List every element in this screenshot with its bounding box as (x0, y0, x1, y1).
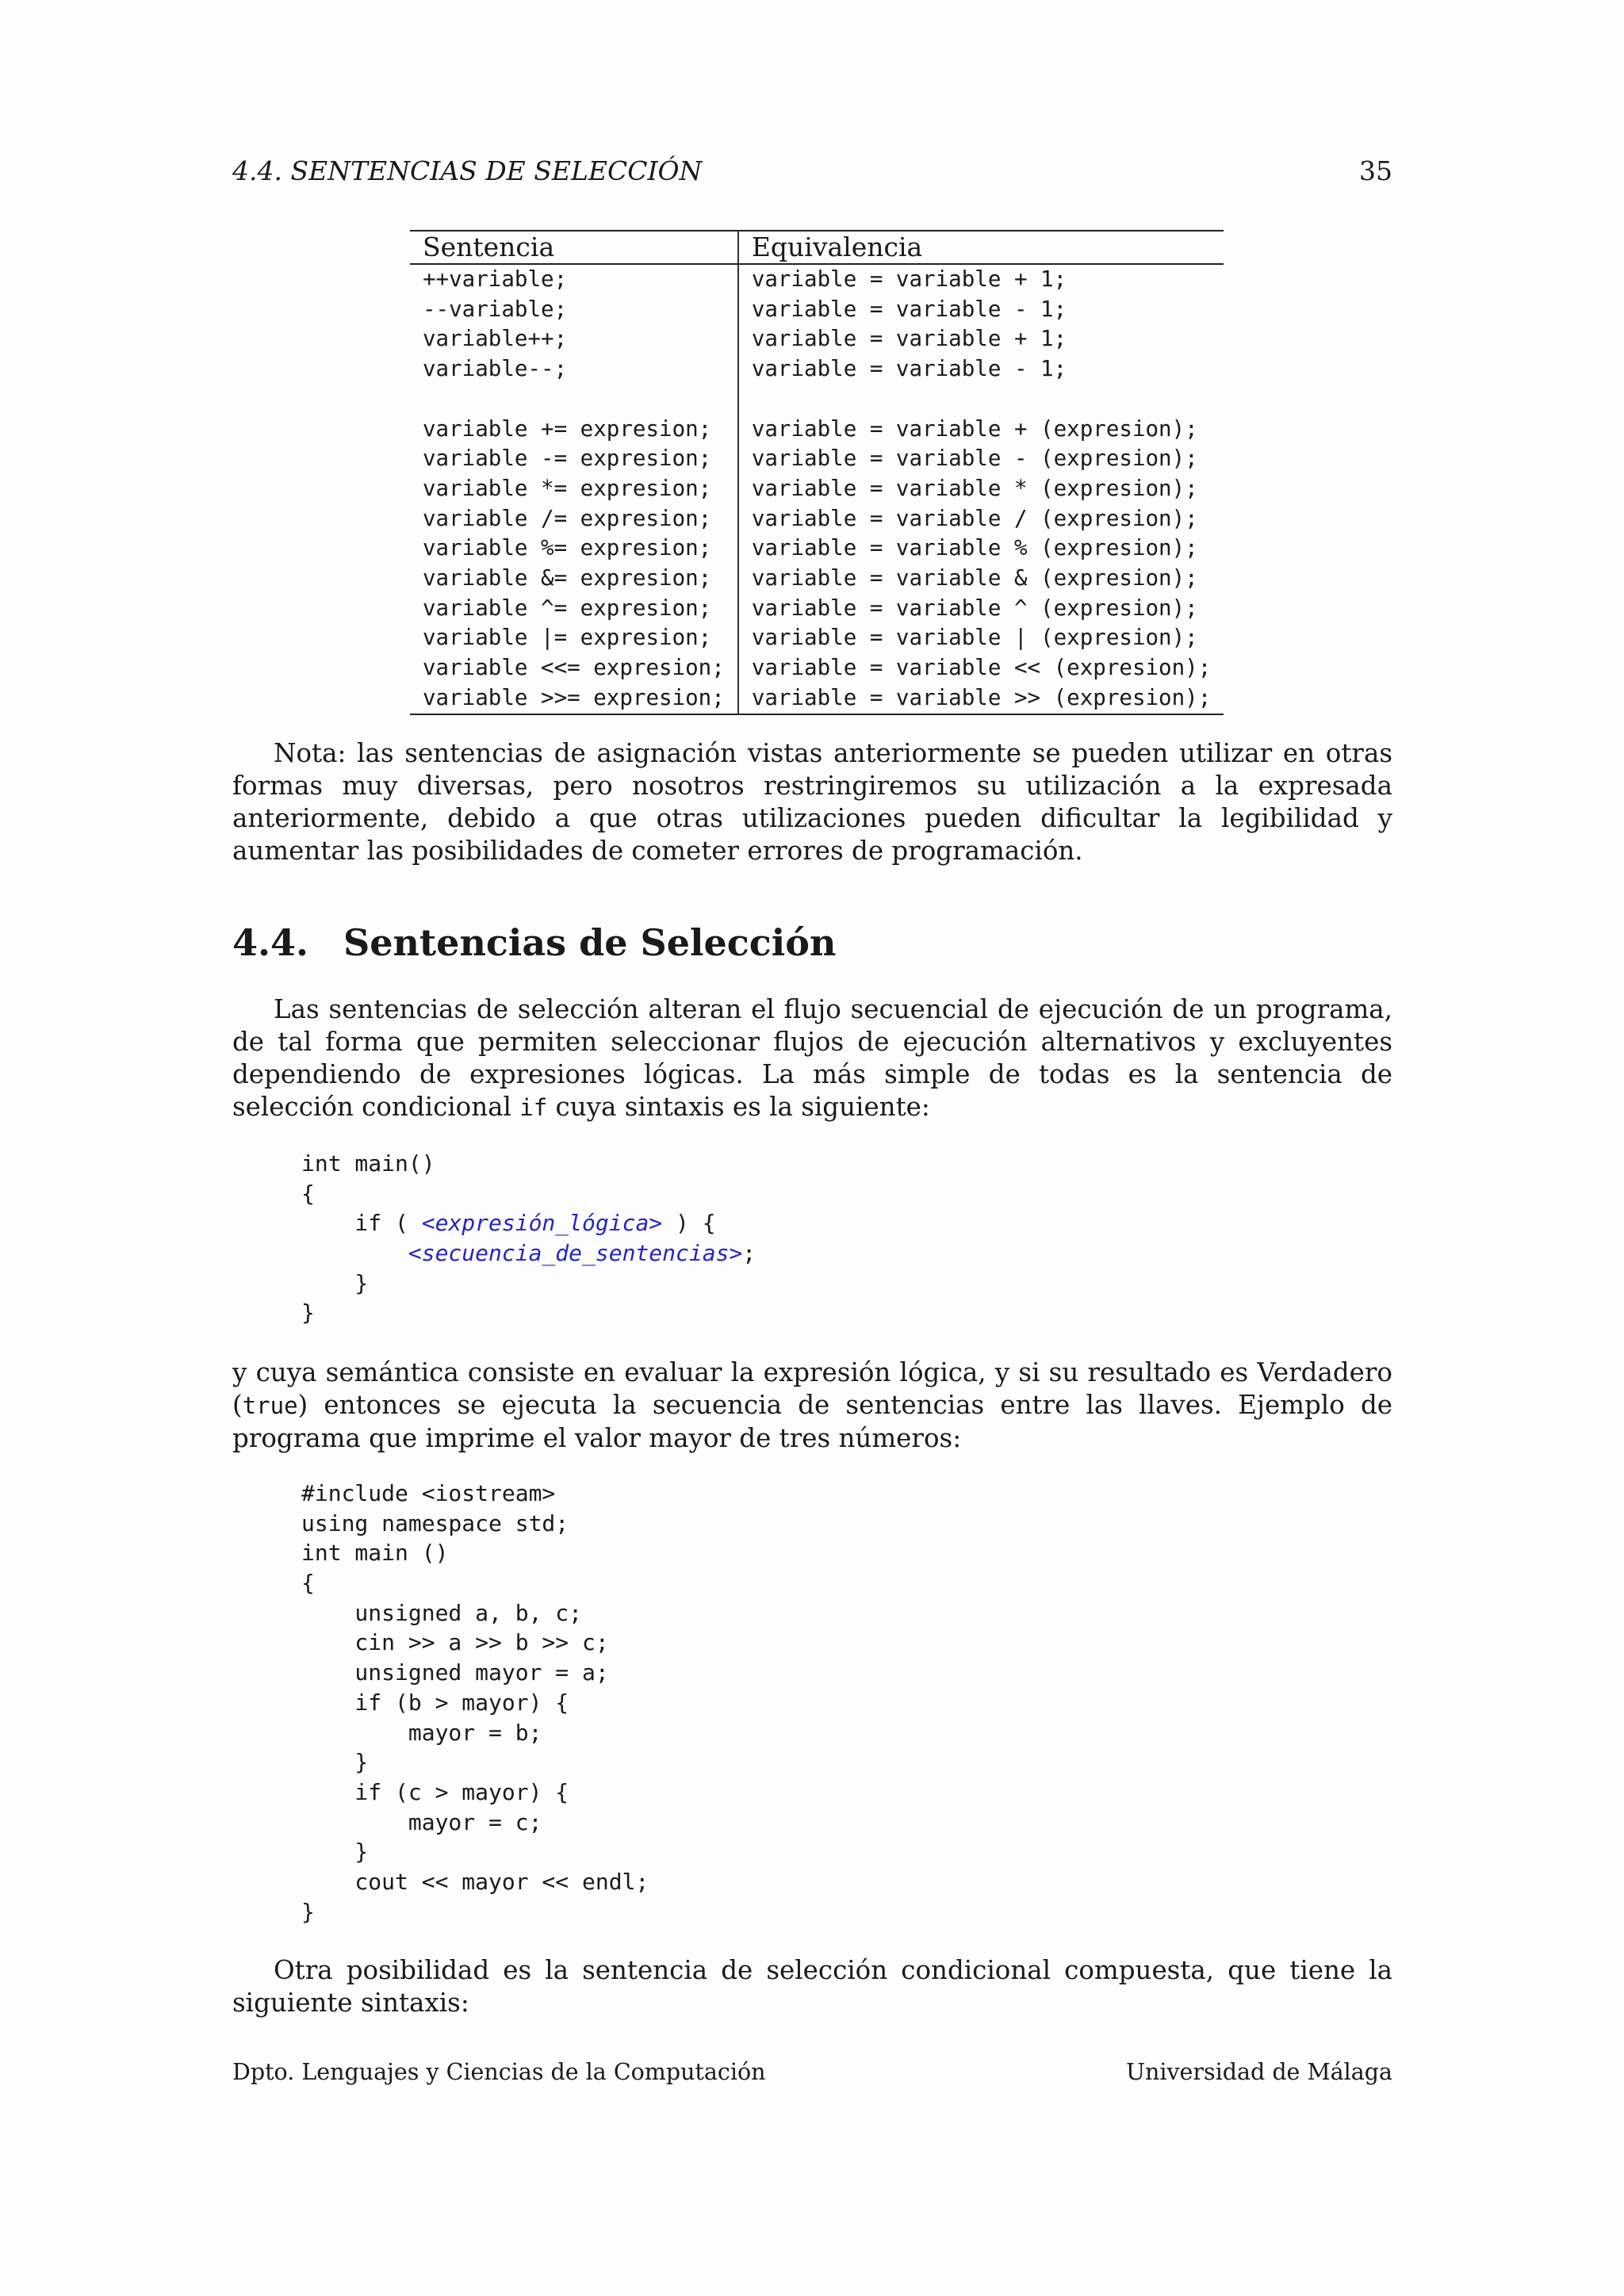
table-cell: variable = variable - (expresion); (751, 446, 1198, 472)
table-cell (738, 385, 1224, 415)
table-cell: variable = variable / (expresion); (751, 505, 1198, 531)
intro-text: Las sentencias de selección alteran el flujo secuencial de ejecución de un programa, de tal forma que permiten seleccionar flujos de ejecución alternativos y excluyentes dependiendo de expresiones lógicas. La más simple de todas es la sentencia de selección condicional (232, 994, 1392, 1122)
table-cell: variable = variable & (expresion); (751, 565, 1198, 591)
code-line: cout << mayor << endl; (301, 1868, 649, 1895)
closing-paragraph: Otra posibilidad es la sentencia de selección condicional compuesta, que tiene la siguiente sintaxis: (232, 1955, 1392, 2018)
table-cell (410, 385, 738, 415)
code-line: { (301, 1180, 315, 1207)
table-cell: variable >>= expresion; (410, 683, 738, 714)
table-cell: variable = variable | (expresion); (751, 625, 1198, 651)
code-fragment: ; (742, 1240, 756, 1267)
running-title: 4.4. SENTENCIAS DE SELECCIÓN (232, 155, 703, 186)
page-footer (232, 2059, 1392, 2085)
semantics-text: y cuya semántica consiste en evaluar la expresión lógica, y si su resultado es Verdadero ( (232, 1357, 1392, 1420)
running-header (232, 155, 1392, 186)
section-heading (232, 921, 836, 964)
code-fragment: ) { (662, 1210, 716, 1237)
code-fragment (301, 1240, 408, 1266)
if-keyword: if (519, 1094, 548, 1121)
code-line: { (301, 1570, 315, 1597)
semantics-paragraph (232, 1357, 1392, 1455)
code-line: } (301, 1299, 315, 1326)
code-fragment: if ( (301, 1210, 422, 1237)
table-row (410, 444, 1224, 474)
code-line: mayor = b; (301, 1719, 542, 1746)
intro-text-end: cuya sintaxis es la siguiente: (547, 1092, 930, 1122)
table-cell: variable += expresion; (410, 415, 738, 445)
syntax-code-block (301, 1149, 756, 1328)
code-line: } (301, 1749, 369, 1776)
code-line: unsigned a, b, c; (301, 1599, 583, 1626)
table-cell: variable = variable + 1; (751, 266, 1067, 292)
table-cell: variable ^= expresion; (410, 594, 738, 624)
table-row (410, 415, 1224, 445)
table-row (410, 594, 1224, 624)
table-cell: variable = variable - 1; (751, 296, 1067, 322)
table-cell: variable--; (410, 354, 738, 385)
table-header-row (410, 231, 1224, 264)
table-cell: variable %= expresion; (410, 534, 738, 564)
table-cell: variable -= expresion; (410, 444, 738, 474)
table-row (410, 683, 1224, 714)
table-cell: --variable; (410, 295, 738, 325)
table-cell: variable = variable * (expresion); (751, 475, 1198, 501)
code-line: if (b > mayor) { (301, 1689, 569, 1716)
nota-paragraph: Nota: las sentencias de asignación vistas anteriormente se pueden utilizar en otras formas muy diversas, pero nosotros restringiremos su utilización a la expresada anteriormente, debido a que otras utilizaciones pueden dificultar la legibilidad y aumentar las posibilidades de cometer errores de programación. (232, 738, 1392, 866)
code-line: } (301, 1269, 369, 1296)
table-cell: variable = variable - 1; (751, 356, 1067, 382)
metavariable-expresion-logica: <expresión_lógica> (421, 1210, 663, 1237)
table-cell: variable++; (410, 324, 738, 354)
footer-university: Universidad de Málaga (1125, 2059, 1392, 2085)
code-line (301, 1238, 756, 1269)
table-row (410, 504, 1224, 534)
code-line: unsigned mayor = a; (301, 1659, 609, 1686)
table-cell: variable = variable << (expresion); (751, 655, 1212, 681)
code-line: if (c > mayor) { (301, 1778, 569, 1805)
semantics-text-end: ) entonces se ejecuta la secuencia de sentencias entre las llaves. Ejemplo de programa que imprime el valor mayor de tres números: (232, 1390, 1392, 1453)
code-line: cin >> a >> b >> c; (301, 1629, 609, 1656)
table-cell: variable &= expresion; (410, 564, 738, 594)
table-row (410, 653, 1224, 683)
code-line: } (301, 1839, 369, 1866)
table-row (410, 324, 1224, 354)
table-cell: variable |= expresion; (410, 623, 738, 653)
table-cell: variable = variable >> (expresion); (738, 683, 1224, 714)
section-number: 4.4. (232, 921, 309, 964)
table-row (410, 623, 1224, 653)
table-cell: variable <<= expresion; (410, 653, 738, 683)
table-spacer-row (410, 385, 1224, 415)
table-cell: variable = variable + 1; (751, 326, 1067, 352)
metavariable-secuencia-de-sentencias: <secuencia_de_sentencias> (408, 1240, 743, 1267)
column-header-sentencia: Sentencia (410, 231, 738, 264)
section-title: Sentencias de Selección (343, 921, 837, 964)
table-row (410, 474, 1224, 504)
code-line: } (301, 1898, 315, 1925)
code-line: #include <iostream> (301, 1480, 556, 1506)
footer-department: Dpto. Lenguajes y Ciencias de la Computación (232, 2059, 766, 2085)
table-row (410, 264, 1224, 295)
equivalence-table (410, 230, 1224, 715)
code-line (301, 1208, 756, 1238)
code-line: mayor = c; (301, 1808, 542, 1835)
column-header-equivalencia: Equivalencia (738, 231, 1224, 264)
example-code-block (301, 1479, 649, 1927)
table-cell: variable *= expresion; (410, 474, 738, 504)
table-row (410, 354, 1224, 385)
true-keyword: true (242, 1392, 298, 1419)
code-line: int main () (301, 1540, 449, 1567)
table-row (410, 534, 1224, 564)
table-cell: variable = variable % (expresion); (751, 535, 1198, 561)
table-cell: variable = variable ^ (expresion); (751, 595, 1198, 621)
code-line: int main() (301, 1150, 435, 1177)
table-row (410, 295, 1224, 325)
code-line: using namespace std; (301, 1510, 569, 1536)
page-number: 35 (1359, 155, 1392, 186)
table-row (410, 564, 1224, 594)
table-cell: variable /= expresion; (410, 504, 738, 534)
table-cell: variable = variable + (expresion); (751, 415, 1198, 442)
intro-paragraph (232, 993, 1392, 1124)
table-cell: ++variable; (410, 264, 738, 295)
